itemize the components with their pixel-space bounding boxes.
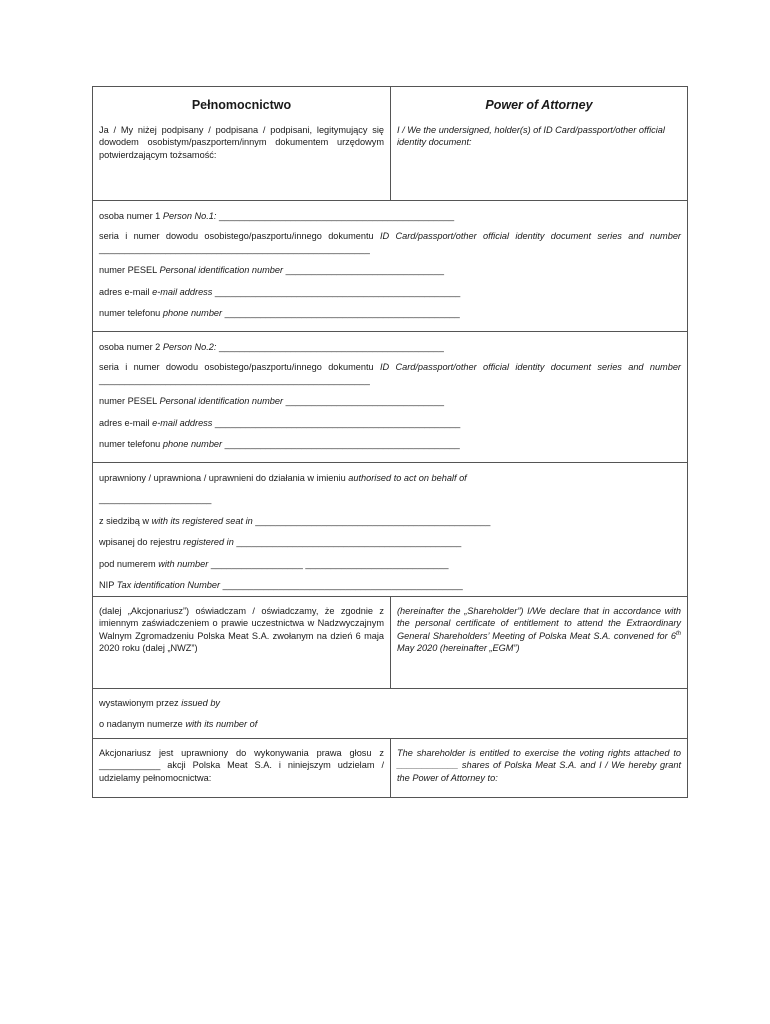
nip-en: Tax identification Number	[116, 580, 221, 591]
authorised-entity-field[interactable]: ______________________	[99, 494, 212, 505]
person-1-id-pl: seria i numer dowodu osobistego/paszportu/innego dokumentu	[99, 231, 380, 242]
en-title: Power of Attorney	[485, 98, 593, 112]
issued-number-en: with its number of	[185, 719, 258, 730]
person-1-email-pl: adres e-mail	[99, 286, 153, 297]
person-1-label-field[interactable]	[99, 210, 681, 222]
issued-by-field[interactable]	[99, 697, 681, 709]
person-1-pesel-en: Personal identification number	[159, 265, 284, 276]
issued-by-en: issued by	[181, 698, 221, 708]
en-intro-text: I / We the undersigned, holder(s) of ID Card/passport/other official identity document:	[397, 124, 665, 148]
authorised-label	[99, 472, 681, 484]
person-2-label-field[interactable]	[99, 341, 681, 353]
register-number-en: with number	[158, 558, 209, 569]
person-2-pesel-en: Personal identification number	[159, 396, 284, 407]
person-1-pesel-pl: numer PESEL	[99, 265, 160, 276]
header-pl-cell	[93, 87, 391, 200]
declaration-pl-text: (dalej „Akcjonariusz”) oświadczam / oświadczamy, że zgodnie z imiennym zaświadczeniem o prawie uczestnictwa w Nadzwyczajnym Walnym Zgromadzeniu Polska Meat S.A. zwołanym na dzień 6 maja 2020 roku (dalej „NWZ”)	[99, 606, 384, 654]
person-1-email-en: e-mail address	[152, 286, 213, 297]
person-1-id-blank: _____________________________________________________	[99, 243, 370, 254]
issued-section	[93, 689, 687, 739]
nip-blank: _______________________________________________	[220, 580, 463, 591]
person-2-label-en: Person No.2:	[162, 342, 217, 352]
register-number-field[interactable]	[99, 558, 681, 570]
header-en-cell	[391, 87, 687, 200]
person-2-id-blank: _____________________________________________________	[99, 374, 370, 385]
declaration-en-sup: th	[675, 630, 681, 637]
person-2-pesel-blank: _______________________________	[283, 396, 444, 407]
person-1-id-en: ID Card/passport/other official identity document series and number	[379, 231, 681, 242]
issued-number-field[interactable]	[99, 718, 681, 730]
declaration-en-part-1: (hereinafter the „Shareholder”) I/We declare that in accordance with the personal certificate of entitlement to attend the Extraordinary General Shareholders’ Meeting of Polska Meat S.A. convened for 6	[397, 606, 681, 641]
person-1-phone-en: phone number	[162, 308, 223, 319]
declaration-pl-cell	[93, 597, 391, 688]
person-2-id-field[interactable]	[99, 361, 681, 386]
register-field[interactable]	[99, 536, 681, 548]
person-1-label-en: Person No.1:	[162, 211, 217, 221]
header-row	[93, 87, 687, 201]
seat-blank: ______________________________________________	[252, 515, 491, 526]
person-1-pesel-field[interactable]	[99, 264, 681, 276]
pl-intro-text: Ja / My niżej podpisany / podpisana / podpisani, legitymujący się dowodem osobistym/paszportem/innym dokumentem urzędowym potwierdzającym tożsamość:	[99, 124, 384, 160]
register-pl: wpisanej do rejestru	[99, 537, 184, 548]
shareholder-row	[93, 739, 687, 797]
declaration-row	[93, 597, 687, 689]
person-1-phone-pl: numer telefonu	[99, 308, 163, 319]
person-1-label-pl: osoba numer 1	[99, 211, 163, 221]
declaration-en-cell	[391, 597, 687, 688]
declaration-en-part-2: May 2020 (hereinafter „EGM”)	[397, 643, 520, 654]
person-2-phone-en: phone number	[162, 439, 223, 450]
person-1-section	[93, 201, 687, 332]
shareholder-en-cell	[391, 739, 687, 797]
authorised-section	[93, 463, 687, 597]
person-2-email-pl: adres e-mail	[99, 417, 153, 428]
person-2-id-pl: seria i numer dowodu osobistego/paszportu/innego dokumentu	[99, 362, 380, 373]
register-number-pl: pod numerem	[99, 558, 159, 569]
person-2-section	[93, 332, 687, 463]
person-1-id-field[interactable]	[99, 230, 681, 255]
person-2-pesel-field[interactable]	[99, 395, 681, 407]
seat-en: with its registered seat in	[151, 515, 253, 526]
declaration-en-text	[397, 605, 681, 655]
shareholder-pl-cell	[93, 739, 391, 797]
person-2-label-pl: osoba numer 2	[99, 342, 163, 352]
pl-title: Pełnomocnictwo	[191, 98, 292, 112]
person-1-phone-field[interactable]	[99, 307, 681, 319]
person-1-blank: ______________________________________________	[216, 211, 455, 221]
person-2-email-field[interactable]	[99, 417, 681, 429]
person-2-phone-field[interactable]	[99, 438, 681, 450]
authorised-pl: uprawniony / uprawniona / uprawnieni do działania w imieniu	[99, 473, 349, 483]
issued-by-pl: wystawionym przez	[99, 698, 182, 708]
person-2-pesel-pl: numer PESEL	[99, 396, 160, 407]
register-blank: ____________________________________________	[233, 537, 462, 548]
person-1-email-field[interactable]	[99, 286, 681, 298]
person-2-email-en: e-mail address	[152, 417, 213, 428]
issued-number-pl: o nadanym numerze	[99, 719, 186, 730]
person-2-blank: ____________________________________________	[216, 342, 444, 352]
shareholder-en-text: The shareholder is entitled to exercise the voting rights attached to ____________ shares of Polska Meat S.A. and I / We hereby grant the Power of Attorney to:	[397, 748, 681, 783]
nip-field[interactable]	[99, 579, 681, 591]
person-2-email-blank: ________________________________________________	[212, 417, 461, 428]
shareholder-pl-text: Akcjonariusz jest uprawniony do wykonywania prawa głosu z ____________ akcji Polska Meat S.A. i niniejszym udzielam / udzielamy pełnomocnictwa:	[99, 748, 384, 783]
seat-pl: z siedzibą w	[99, 515, 152, 526]
register-number-blank: __________________ ____________________________	[208, 558, 449, 569]
nip-pl: NIP	[99, 580, 117, 591]
person-2-id-en: ID Card/passport/other official identity document series and number	[379, 362, 681, 373]
person-2-phone-pl: numer telefonu	[99, 439, 163, 450]
person-1-email-blank: ________________________________________________	[212, 286, 461, 297]
person-2-phone-blank: ______________________________________________	[222, 439, 460, 450]
person-1-phone-blank: ______________________________________________	[222, 308, 460, 319]
seat-field[interactable]	[99, 515, 681, 527]
register-en: registered in	[183, 537, 234, 548]
authorised-en: authorised to act on behalf of	[348, 473, 467, 483]
person-1-pesel-blank: _______________________________	[283, 265, 444, 276]
power-of-attorney-form	[92, 86, 688, 798]
